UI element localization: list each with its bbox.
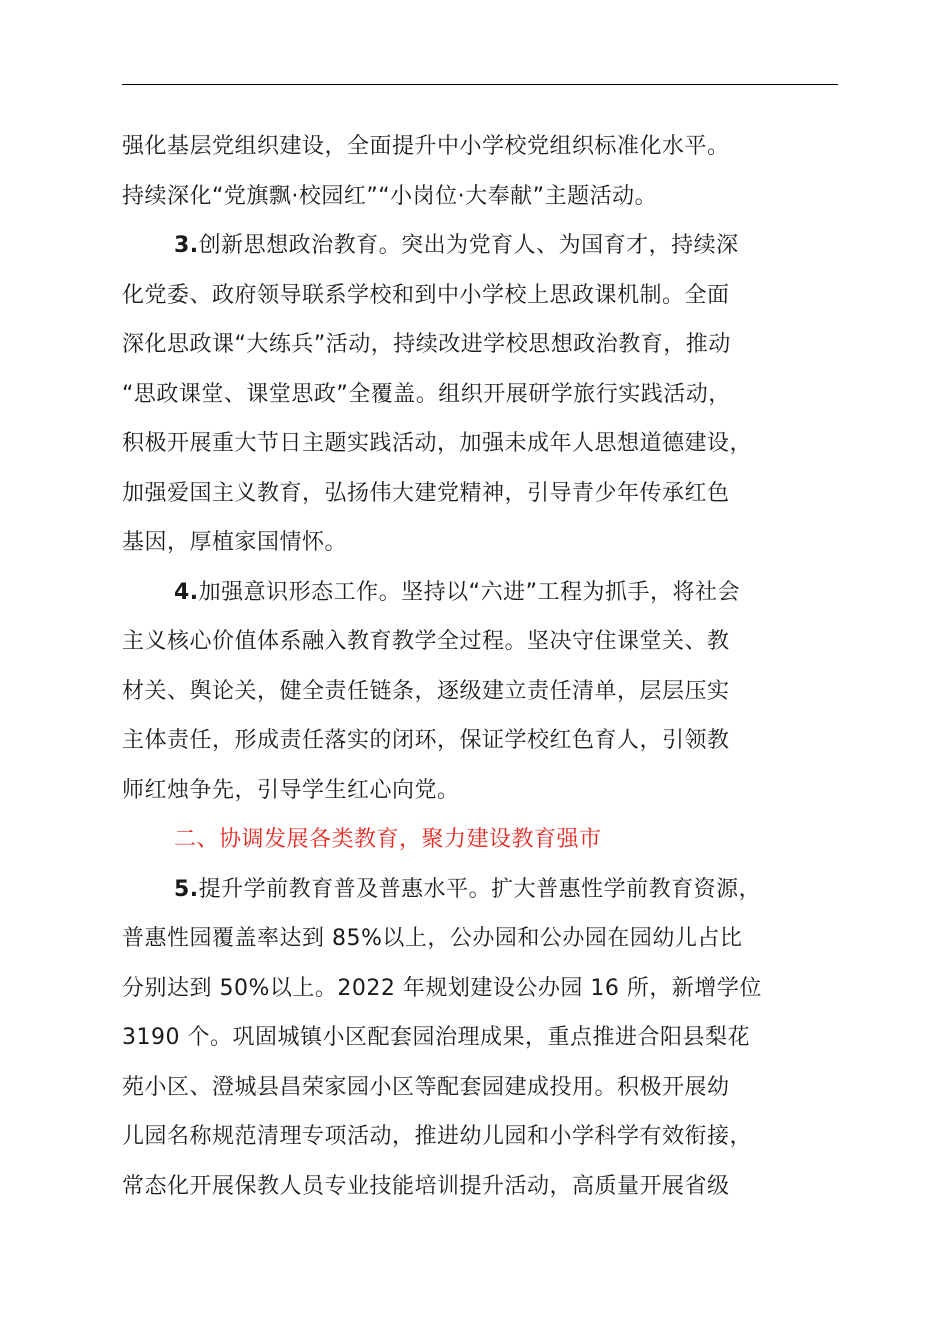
- text-line: 普惠性园覆盖率达到 85%以上，公办园和公办园在园幼儿占比: [122, 926, 743, 951]
- section-item-4: 4.加强意识形态工作。坚持以“六进”工程为抓手，将社会: [174, 579, 740, 605]
- text-line: 基因，厚植家国情怀。: [122, 530, 348, 555]
- text-line: 化党委、政府领导联系学校和到中小学校上思政课机制。全面: [122, 282, 730, 308]
- section-item-3: 3.创新思想政治教育。突出为党育人、为国育才，持续深: [174, 233, 739, 258]
- text-line: 深化思政课“大练兵”活动，持续改进学校思想政治教育，推动: [122, 332, 731, 357]
- text-line: 3190 个。巩固城镇小区配套园治理成果，重点推进合阳县梨花: [122, 1025, 750, 1050]
- text-line: 师红烛争先，引导学生红心向党。: [122, 777, 460, 803]
- header-rule: [122, 84, 838, 85]
- text-line: 常态化开展保教人员专业技能培训提升活动，高质量开展省级: [122, 1173, 730, 1199]
- text-line: 主义核心价值体系融入教育教学全过程。坚决守住课堂关、教: [122, 629, 730, 654]
- section-item-5: 5.提升学前教育普及普惠水平。扩大普惠性学前教育资源，: [174, 876, 762, 902]
- text-line: 苑小区、澄城县昌荣家园小区等配套园建成投用。积极开展幼: [122, 1074, 730, 1100]
- section-heading: 二、协调发展各类教育，聚力建设教育强市: [174, 827, 602, 852]
- text-line: 强化基层党组织建设，全面提升中小学校党组织标准化水平。: [122, 134, 730, 159]
- text-line: 加强爱国主义教育，弘扬伟大建党精神，引导青少年传承红色: [122, 480, 730, 506]
- item-number: 4.: [174, 579, 199, 605]
- document-body: [122, 122, 842, 1211]
- text-line: 持续深化“党旗飘·校园红”“小岗位·大奉献”主题活动。: [122, 183, 658, 209]
- text-line: 积极开展重大节日主题实践活动，加强未成年人思想道德建设，: [122, 431, 753, 456]
- text-line: 主体责任，形成责任落实的闭环，保证学校红色育人，引领教: [122, 728, 730, 753]
- text-line: “思政课堂、课堂思政”全覆盖。组织开展研学旅行实践活动，: [122, 381, 731, 407]
- item-number: 5.: [174, 876, 199, 902]
- text-line: 儿园名称规范清理专项活动，推进幼儿园和小学科学有效衔接，: [122, 1124, 753, 1149]
- text-line: 分别达到 50%以上。2022 年规划建设公办园 16 所，新增学位: [122, 975, 762, 1001]
- item-number: 3.: [174, 233, 199, 258]
- text-line: 材关、舆论关，健全责任链条，逐级建立责任清单，层层压实: [122, 678, 730, 704]
